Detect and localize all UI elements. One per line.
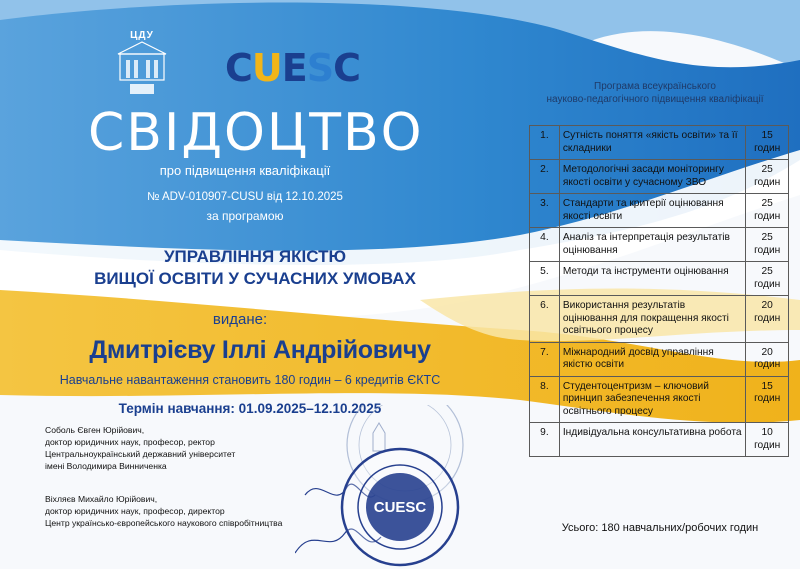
program-intro: за програмою <box>206 209 284 223</box>
signatory-director <box>45 493 305 529</box>
program-title-line-1: УПРАВЛІННЯ ЯКІСТЮ <box>163 247 346 266</box>
row-topic: Сутність поняття «якість освіти» та її складники <box>559 126 746 160</box>
signatory-org-2: імені Володимира Винниченка <box>45 461 167 471</box>
row-hours-unit: годин <box>754 210 781 222</box>
row-number: 4. <box>530 228 560 262</box>
signatory-degree: доктор юридичних наук, професор, директор <box>45 506 225 516</box>
row-hours-value: 10 <box>761 427 773 438</box>
trident-icon <box>373 423 385 451</box>
signatory-name: Віхляєв Михайло Юрійович, <box>45 494 158 504</box>
row-hours <box>746 194 789 228</box>
cdu-logo <box>110 30 174 102</box>
row-hours-value: 25 <box>761 266 773 277</box>
table-row <box>530 194 789 228</box>
row-hours-unit: годин <box>754 439 781 451</box>
row-topic: Індивідуальна консультативна робота <box>559 423 746 457</box>
row-topic: Стандарти та критерії оцінювання якості освіти <box>559 194 746 228</box>
table-row <box>530 228 789 262</box>
seal-graphic <box>295 405 495 569</box>
signatory-org: Центральноукраїнський державний університет <box>45 449 236 459</box>
signatory-rector <box>45 424 295 472</box>
row-hours <box>746 423 789 457</box>
row-number: 6. <box>530 296 560 343</box>
recipient-name: Дмитрієву Іллі Андрійовичу <box>89 336 431 364</box>
row-hours-unit: годин <box>754 278 781 290</box>
table-heading-line-2: науково-педагогічного підвищення кваліфікації <box>546 94 764 105</box>
row-number: 9. <box>530 423 560 457</box>
row-hours-value: 15 <box>761 130 773 141</box>
table-row <box>530 423 789 457</box>
signatory-org: Центр українсько-європейського наукового співробітництва <box>45 518 283 528</box>
total-hours: Усього: 180 навчальних/робочих годин <box>561 522 759 534</box>
row-hours <box>746 126 789 160</box>
row-number: 1. <box>530 126 560 160</box>
table-row <box>530 126 789 160</box>
signatory-name: Соболь Євген Юрійович, <box>45 425 145 435</box>
row-hours-value: 15 <box>761 380 773 392</box>
row-hours-unit: годин <box>754 244 781 256</box>
cdu-logo-abbr: ЦДУ <box>130 30 154 41</box>
program-table <box>529 125 789 457</box>
row-hours-value: 25 <box>761 164 773 175</box>
table-row <box>530 296 789 343</box>
cuesc-logo: CUESC <box>225 46 360 90</box>
table-row <box>530 160 789 194</box>
seal-center-text: CUESC <box>373 499 427 516</box>
row-hours <box>746 296 789 343</box>
table-row <box>530 342 789 376</box>
row-number: 3. <box>530 194 560 228</box>
row-hours-unit: годин <box>754 359 781 370</box>
table-heading-line-1: Програма всеукраїнського <box>594 81 716 92</box>
row-hours <box>746 376 789 423</box>
row-hours-unit: годин <box>754 393 781 404</box>
signatory-degree: доктор юридичних наук, професор, ректор <box>45 437 215 447</box>
workload-text: Навчальне навантаження становить 180 годин – 6 кредитів ЄКТС <box>59 373 441 387</box>
row-topic: Методи та інструменти оцінювання <box>559 262 746 296</box>
row-hours <box>746 228 789 262</box>
row-topic: Міжнародний досвід управління якістю освіти <box>559 342 746 376</box>
row-number: 7. <box>530 342 560 376</box>
row-hours-unit: годин <box>754 312 781 324</box>
row-hours-unit: годин <box>754 142 781 154</box>
certificate-number: № ADV-010907-CUSU від 12.10.2025 <box>147 191 343 203</box>
program-title <box>60 246 450 290</box>
row-number: 8. <box>530 376 560 423</box>
row-hours-value: 25 <box>761 198 773 209</box>
row-hours-value: 20 <box>761 300 773 311</box>
certificate-title: СВІДОЦТВО <box>88 103 424 163</box>
row-topic: Студентоцентризм – ключовий принцип забезпечення якості освітнього процесу <box>559 376 746 423</box>
row-topic: Використання результатів оцінювання для покращення якості освітнього процесу <box>559 296 746 343</box>
row-topic: Аналіз та інтерпретація результатів оцінювання <box>559 228 746 262</box>
table-row <box>530 262 789 296</box>
seals-and-signatures <box>295 405 495 569</box>
row-hours <box>746 342 789 376</box>
program-table-heading <box>525 80 785 106</box>
row-number: 5. <box>530 262 560 296</box>
program-title-line-2: ВИЩОЇ ОСВІТИ У СУЧАСНИХ УМОВАХ <box>94 269 416 288</box>
row-number: 2. <box>530 160 560 194</box>
row-hours <box>746 160 789 194</box>
row-hours-unit: годин <box>754 176 781 188</box>
row-hours-value: 20 <box>761 346 773 358</box>
certificate-subtitle: про підвищення кваліфікації <box>159 163 331 178</box>
row-hours-value: 25 <box>761 232 773 243</box>
issued-to-label: видане: <box>212 311 268 328</box>
study-term: Термін навчання: 01.09.2025–12.10.2025 <box>118 401 382 416</box>
table-row <box>530 376 789 423</box>
row-hours <box>746 262 789 296</box>
row-topic: Методологічні засади моніторингу якості освіти у сучасному ЗВО <box>559 160 746 194</box>
